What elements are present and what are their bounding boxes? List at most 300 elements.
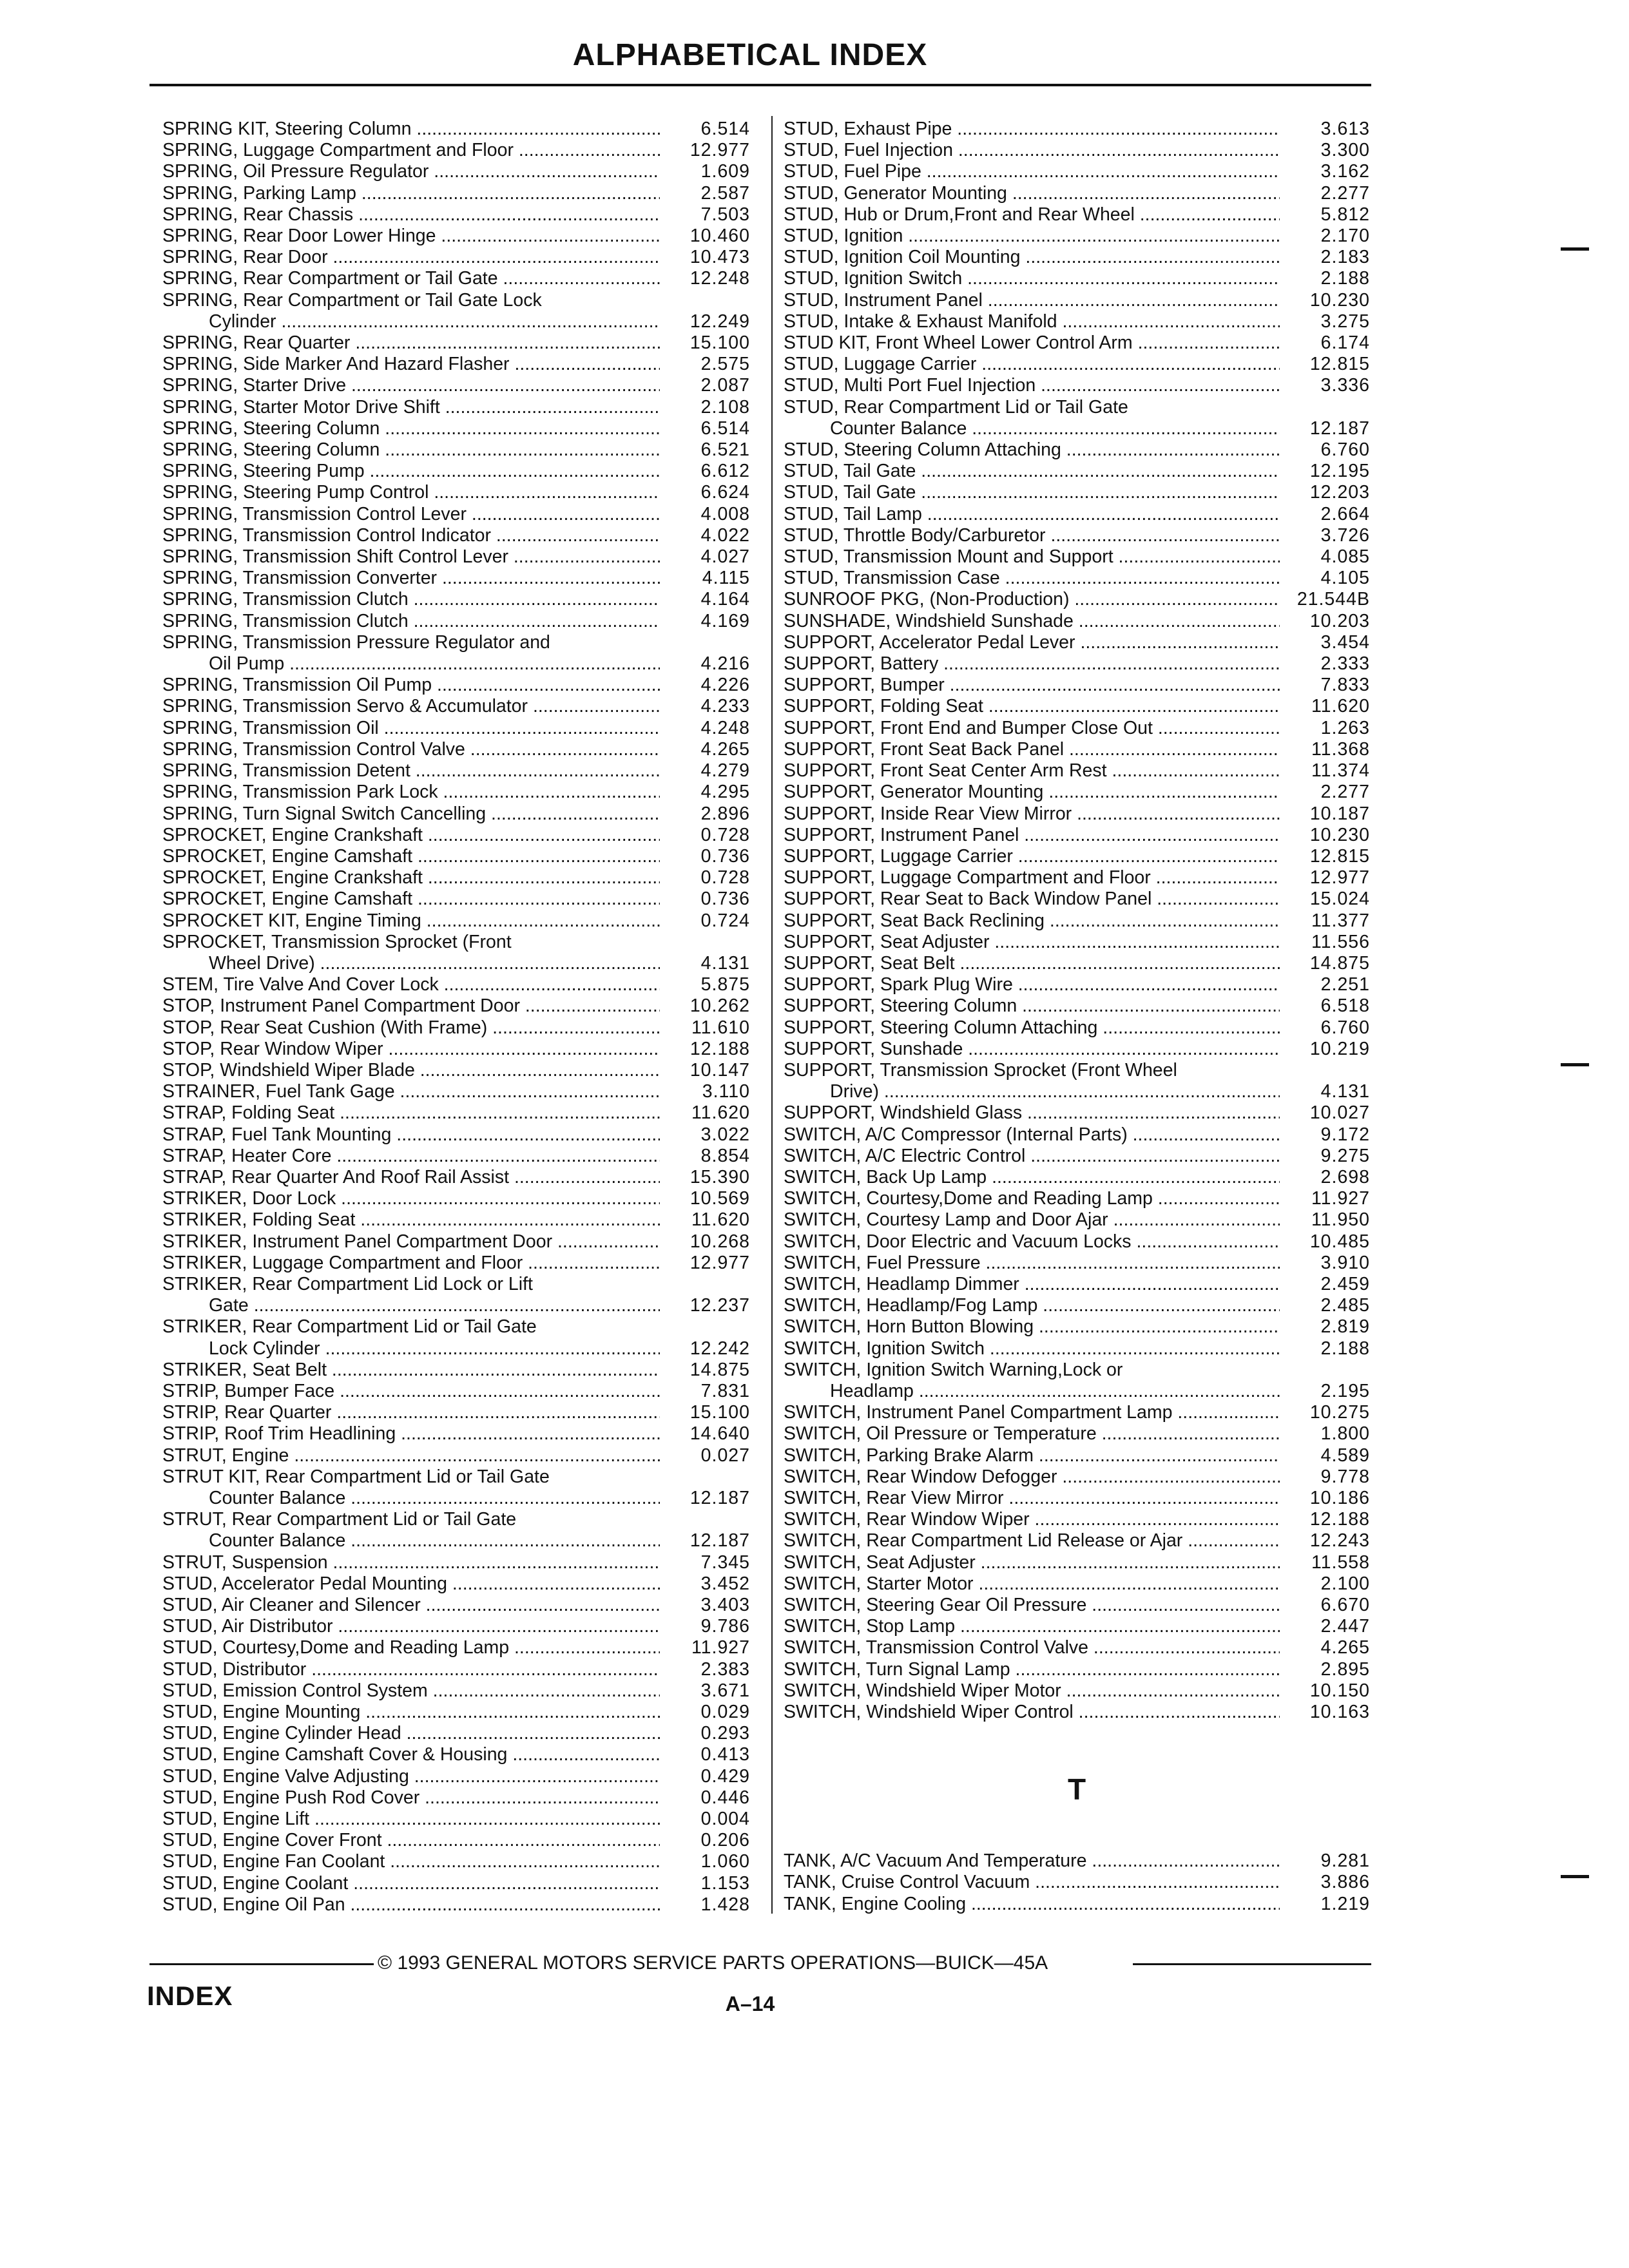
entry-name-line: STRIKER, Door Lock ..... bbox=[162, 1188, 610, 1209]
index-entry bbox=[162, 1680, 750, 1702]
entry-name-line: STUD, Tail Gate ..... bbox=[784, 482, 1229, 503]
index-entry bbox=[162, 910, 750, 932]
margin-tick-mark bbox=[1561, 1063, 1589, 1066]
index-entry-page: 4.022 bbox=[700, 524, 750, 546]
index-entry bbox=[784, 183, 1370, 204]
index-entry bbox=[784, 611, 1370, 632]
index-entry-page: 12.242 bbox=[689, 1338, 750, 1359]
index-entry-name bbox=[784, 1445, 1280, 1466]
entry-name-line: SUPPORT, Luggage Carrier ..... bbox=[784, 846, 1229, 867]
entry-name-line: STRAINER, Fuel Tank Gage ..... bbox=[162, 1081, 610, 1102]
index-entry-name bbox=[162, 696, 660, 717]
index-entry bbox=[784, 119, 1370, 140]
entry-name-line: SPRING, Transmission Control Lever ..... bbox=[162, 504, 610, 525]
entry-name-line: STUD, Ignition ..... bbox=[784, 226, 1229, 247]
entry-name-line: STUD, Accelerator Pedal Mounting ..... bbox=[162, 1573, 610, 1595]
index-entry-name bbox=[784, 1466, 1280, 1488]
index-entry-name bbox=[162, 1851, 660, 1872]
index-entry-name bbox=[162, 204, 660, 226]
index-entry-page: 11.927 bbox=[691, 1637, 750, 1658]
index-entry bbox=[784, 1253, 1370, 1274]
entry-name-line: SPRING, Transmission Clutch ..... bbox=[162, 611, 610, 632]
entry-name-line: SPRING, Steering Pump ..... bbox=[162, 461, 610, 482]
index-entry bbox=[162, 995, 750, 1017]
index-entry bbox=[784, 1017, 1370, 1039]
index-entry-page: 4.265 bbox=[700, 738, 750, 760]
index-entry bbox=[784, 140, 1370, 161]
index-entry bbox=[784, 718, 1370, 739]
footer-rule-right bbox=[1133, 1963, 1371, 1965]
index-entry bbox=[784, 696, 1370, 717]
index-entry-name bbox=[784, 632, 1280, 653]
index-entry-page: 3.110 bbox=[702, 1081, 750, 1102]
index-entry bbox=[784, 1231, 1370, 1253]
index-entry-page: 0.413 bbox=[700, 1744, 750, 1765]
entry-name-line: STUD, Emission Control System ..... bbox=[162, 1680, 610, 1702]
entry-name-continuation: Wheel Drive) ..... bbox=[162, 953, 610, 974]
index-entry-page: 11.620 bbox=[691, 1102, 750, 1124]
entry-name-line: SUPPORT, Windshield Glass ..... bbox=[784, 1102, 1229, 1124]
index-entry bbox=[784, 1637, 1370, 1658]
entry-name-line: STUD KIT, Front Wheel Lower Control Arm ..... bbox=[784, 332, 1229, 354]
entry-name-line: SUPPORT, Front Seat Center Arm Rest ..... bbox=[784, 760, 1229, 782]
index-entry-page: 0.728 bbox=[700, 867, 750, 889]
index-entry-name bbox=[162, 1081, 660, 1102]
index-entry-page: 6.670 bbox=[1320, 1595, 1370, 1616]
index-entry-name bbox=[162, 418, 660, 439]
entry-name-line: SPRING, Transmission Converter ..... bbox=[162, 568, 610, 589]
entry-name-line: SWITCH, A/C Electric Control ..... bbox=[784, 1146, 1229, 1167]
index-entry bbox=[784, 461, 1370, 482]
entry-name-line: SWITCH, Ignition Switch Warning,Lock or bbox=[784, 1359, 1123, 1380]
entry-name-line: SUPPORT, Accelerator Pedal Lever ..... bbox=[784, 632, 1229, 653]
index-entry bbox=[784, 290, 1370, 311]
index-entry bbox=[162, 1060, 750, 1081]
index-entry-page: 21.544B bbox=[1296, 589, 1370, 610]
index-entry bbox=[784, 482, 1370, 503]
index-entry-name bbox=[784, 1680, 1280, 1702]
title-rule bbox=[149, 84, 1371, 86]
index-entry bbox=[162, 1423, 750, 1445]
index-entry-page: 2.170 bbox=[1320, 226, 1370, 247]
entry-name-line: SWITCH, Stop Lamp ..... bbox=[784, 1616, 1229, 1637]
index-entry-page: 2.188 bbox=[1320, 1338, 1370, 1359]
index-entry bbox=[784, 739, 1370, 760]
entry-name-line: STUD, Engine Push Rod Cover ..... bbox=[162, 1787, 610, 1809]
index-entry-page: 9.786 bbox=[700, 1616, 750, 1637]
index-entry-page: 2.575 bbox=[700, 354, 750, 375]
index-entry-page: 10.163 bbox=[1309, 1702, 1370, 1723]
index-entry bbox=[162, 1873, 750, 1894]
index-entry-name bbox=[162, 1274, 660, 1316]
entry-name-line: SPRING, Rear Door Lower Hinge ..... bbox=[162, 226, 610, 247]
index-entry-name bbox=[162, 803, 660, 825]
index-entry-page: 3.726 bbox=[1320, 524, 1370, 546]
index-entry-name bbox=[784, 803, 1280, 825]
index-entry bbox=[162, 1744, 750, 1765]
index-entry-page: 0.027 bbox=[700, 1445, 750, 1466]
index-entry bbox=[784, 910, 1370, 932]
entry-name-line: SUPPORT, Generator Mounting ..... bbox=[784, 782, 1229, 803]
index-entry bbox=[162, 1017, 750, 1039]
index-entry bbox=[784, 1167, 1370, 1188]
index-entry bbox=[162, 1146, 750, 1167]
index-entry-name bbox=[784, 1167, 1280, 1188]
entry-name-line: SWITCH, Fuel Pressure ..... bbox=[784, 1253, 1229, 1274]
index-entry bbox=[784, 1595, 1370, 1616]
entry-name-line: SPRING, Parking Lamp ..... bbox=[162, 183, 610, 204]
index-entry-page: 15.100 bbox=[689, 1402, 750, 1423]
index-entry bbox=[784, 589, 1370, 610]
index-entry-name bbox=[784, 1146, 1280, 1167]
entry-name-line: SWITCH, Back Up Lamp ..... bbox=[784, 1167, 1229, 1188]
index-entry-name bbox=[784, 867, 1280, 889]
entry-name-line: SPRING, Transmission Park Lock ..... bbox=[162, 782, 610, 803]
index-entry-page: 3.886 bbox=[1320, 1872, 1370, 1893]
index-entry-name bbox=[784, 1637, 1280, 1658]
entry-name-continuation: Headlamp ..... bbox=[784, 1381, 1229, 1402]
margin-tick-mark bbox=[1561, 247, 1589, 251]
index-entry bbox=[784, 1423, 1370, 1445]
index-entry-page: 6.518 bbox=[1320, 995, 1370, 1017]
index-entry-name bbox=[784, 1188, 1280, 1209]
entry-name-line: STUD, Generator Mounting ..... bbox=[784, 183, 1229, 204]
index-entry bbox=[784, 889, 1370, 910]
index-entry-name bbox=[784, 1039, 1280, 1060]
index-entry-page: 12.977 bbox=[689, 1252, 750, 1273]
index-entry-name bbox=[162, 932, 660, 974]
index-entry-page: 12.188 bbox=[689, 1038, 750, 1059]
entry-name-line: STUD, Engine Fan Coolant ..... bbox=[162, 1851, 610, 1872]
index-entry-name bbox=[162, 375, 660, 396]
entry-name-line: STUD, Courtesy,Dome and Reading Lamp ..... bbox=[162, 1637, 610, 1658]
index-entry bbox=[784, 1316, 1370, 1338]
index-entry-page: 1.219 bbox=[1320, 1893, 1370, 1914]
entry-name-line: STRIP, Rear Quarter ..... bbox=[162, 1402, 610, 1423]
index-entry bbox=[162, 1509, 750, 1552]
index-entry-page: 4.085 bbox=[1320, 546, 1370, 568]
index-entry bbox=[784, 1102, 1370, 1124]
index-entry-page: 0.429 bbox=[700, 1765, 750, 1787]
index-entry-name bbox=[784, 140, 1280, 161]
index-entry-page: 14.640 bbox=[689, 1423, 750, 1445]
entry-name-line: STOP, Instrument Panel Compartment Door ..... bbox=[162, 995, 610, 1017]
index-entry-page: 9.172 bbox=[1320, 1124, 1370, 1145]
index-entry-page: 4.164 bbox=[700, 589, 750, 610]
entry-name-line: SUPPORT, Transmission Sprocket (Front Wheel bbox=[784, 1059, 1177, 1081]
entry-name-line: STUD, Intake & Exhaust Manifold ..... bbox=[784, 311, 1229, 332]
entry-name-line: STUD, Engine Valve Adjusting ..... bbox=[162, 1766, 610, 1787]
entry-name-line: STUD, Engine Coolant ..... bbox=[162, 1873, 610, 1894]
index-entry bbox=[162, 803, 750, 825]
index-entry bbox=[784, 1872, 1370, 1893]
entry-name-line: SPRING, Rear Compartment or Tail Gate Lock bbox=[162, 289, 542, 311]
index-entry bbox=[162, 1402, 750, 1423]
index-entry-page: 2.087 bbox=[700, 375, 750, 396]
entry-name-line: SUPPORT, Bumper ..... bbox=[784, 675, 1229, 696]
index-entry-page: 11.620 bbox=[691, 1209, 750, 1231]
entry-name-line: SPROCKET, Engine Crankshaft ..... bbox=[162, 867, 610, 889]
index-entry-name bbox=[162, 825, 660, 846]
index-entry-name bbox=[784, 1274, 1280, 1295]
right-column-entries bbox=[784, 119, 1370, 1723]
index-entry bbox=[162, 1702, 750, 1723]
index-entry-page: 3.275 bbox=[1320, 311, 1370, 332]
index-entry bbox=[162, 161, 750, 182]
entry-name-line: STRAP, Folding Seat ..... bbox=[162, 1102, 610, 1124]
entry-name-line: SWITCH, Horn Button Blowing ..... bbox=[784, 1316, 1229, 1338]
index-entry-name bbox=[162, 1167, 660, 1188]
index-entry-page: 0.736 bbox=[700, 889, 750, 910]
index-entry bbox=[162, 1595, 750, 1616]
index-entry bbox=[784, 1060, 1370, 1102]
entry-name-line: SWITCH, Rear Compartment Lid Release or Ajar ..... bbox=[784, 1530, 1229, 1552]
entry-name-line: SUPPORT, Inside Rear View Mirror ..... bbox=[784, 803, 1229, 825]
index-entry bbox=[162, 1637, 750, 1658]
index-entry bbox=[784, 1530, 1370, 1552]
index-entry-name bbox=[784, 1850, 1280, 1872]
index-entry-name bbox=[162, 504, 660, 525]
index-entry-name bbox=[162, 1787, 660, 1809]
index-entry-name bbox=[784, 974, 1280, 995]
entry-name-line: SUPPORT, Battery ..... bbox=[784, 653, 1229, 675]
entry-name-line: SPRING, Rear Chassis ..... bbox=[162, 204, 610, 226]
index-entry-page: 2.459 bbox=[1320, 1273, 1370, 1294]
index-entry-name bbox=[784, 782, 1280, 803]
entry-name-line: SPRING, Rear Quarter ..... bbox=[162, 332, 610, 354]
index-entry bbox=[784, 311, 1370, 332]
index-entry bbox=[784, 782, 1370, 803]
index-entry bbox=[784, 1466, 1370, 1488]
index-entry bbox=[162, 268, 750, 289]
index-entry-page: 10.485 bbox=[1309, 1231, 1370, 1252]
index-entry bbox=[162, 974, 750, 995]
index-entry bbox=[784, 1702, 1370, 1723]
index-entry-name bbox=[162, 1873, 660, 1894]
index-entry bbox=[784, 1188, 1370, 1209]
index-entry bbox=[162, 332, 750, 354]
index-entry bbox=[784, 1274, 1370, 1295]
index-entry-name bbox=[784, 1573, 1280, 1595]
entry-name-line: SUNROOF PKG, (Non-Production) ..... bbox=[784, 589, 1229, 610]
index-entry bbox=[162, 119, 750, 140]
index-entry bbox=[784, 546, 1370, 568]
index-entry-page: 2.819 bbox=[1320, 1316, 1370, 1338]
entry-name-line: SWITCH, Seat Adjuster ..... bbox=[784, 1552, 1229, 1573]
index-entry-name bbox=[784, 525, 1280, 546]
index-entry-name bbox=[784, 1209, 1280, 1231]
index-entry bbox=[162, 504, 750, 525]
entry-name-line: STUD, Steering Column Attaching ..... bbox=[784, 439, 1229, 461]
index-entry-page: 1.609 bbox=[700, 161, 750, 182]
entry-name-line: SWITCH, Rear Window Defogger ..... bbox=[784, 1466, 1229, 1488]
index-entry-page: 4.008 bbox=[700, 503, 750, 524]
index-entry bbox=[784, 1488, 1370, 1509]
index-entry-name bbox=[784, 953, 1280, 974]
index-entry bbox=[162, 1616, 750, 1637]
index-entry-page: 7.833 bbox=[1320, 675, 1370, 696]
entry-name-line: STRAP, Rear Quarter And Roof Rail Assist ..... bbox=[162, 1167, 610, 1188]
entry-name-line: STUD, Multi Port Fuel Injection ..... bbox=[784, 375, 1229, 396]
index-entry bbox=[162, 439, 750, 461]
index-entry-name bbox=[162, 119, 660, 140]
index-entry-page: 2.895 bbox=[1320, 1658, 1370, 1680]
index-entry-page: 4.295 bbox=[700, 782, 750, 803]
index-entry bbox=[784, 1039, 1370, 1060]
index-entry-name bbox=[162, 546, 660, 568]
entry-name-line: SPRING, Oil Pressure Regulator ..... bbox=[162, 161, 610, 182]
index-entry bbox=[162, 760, 750, 782]
entry-name-line: SWITCH, Headlamp/Fog Lamp ..... bbox=[784, 1295, 1229, 1316]
index-entry bbox=[784, 1509, 1370, 1530]
index-entry bbox=[784, 247, 1370, 268]
index-entry-page: 2.183 bbox=[1320, 247, 1370, 268]
page-title: ALPHABETICAL INDEX bbox=[572, 38, 928, 72]
index-entry bbox=[162, 1039, 750, 1060]
entry-name-line: SUPPORT, Spark Plug Wire ..... bbox=[784, 974, 1229, 995]
index-entry-name bbox=[784, 439, 1280, 461]
index-entry bbox=[162, 1552, 750, 1573]
entry-name-line: SPRING, Transmission Oil ..... bbox=[162, 718, 610, 739]
index-entry-page: 15.024 bbox=[1309, 889, 1370, 910]
index-entry-name bbox=[784, 760, 1280, 782]
index-entry bbox=[162, 461, 750, 482]
index-entry-page: 10.147 bbox=[689, 1059, 750, 1081]
entry-name-line: STUD, Engine Lift ..... bbox=[162, 1809, 610, 1830]
entry-name-line: SWITCH, Windshield Wiper Control ..... bbox=[784, 1702, 1229, 1723]
index-entry bbox=[162, 867, 750, 889]
index-entry-page: 12.187 bbox=[689, 1488, 750, 1508]
index-entry bbox=[784, 204, 1370, 226]
index-entry bbox=[162, 1573, 750, 1595]
index-entry-name bbox=[784, 504, 1280, 525]
index-entry-name bbox=[162, 226, 660, 247]
index-entry-name bbox=[162, 1231, 660, 1253]
index-entry bbox=[162, 568, 750, 589]
index-entry-page: 10.219 bbox=[1309, 1038, 1370, 1059]
index-entry-name bbox=[162, 1595, 660, 1616]
index-entry-name bbox=[784, 1360, 1280, 1402]
index-entry-name bbox=[162, 1894, 660, 1916]
entry-name-line: STUD, Air Distributor ..... bbox=[162, 1616, 610, 1637]
index-entry-name bbox=[784, 568, 1280, 589]
index-entry-page: 12.249 bbox=[689, 311, 750, 332]
index-entry-page: 1.153 bbox=[700, 1872, 750, 1894]
index-entry-page: 9.778 bbox=[1320, 1466, 1370, 1487]
index-entry-page: 12.248 bbox=[689, 268, 750, 289]
index-entry-page: 11.620 bbox=[1311, 696, 1370, 717]
index-entry-name bbox=[784, 910, 1280, 932]
index-entry-name bbox=[784, 718, 1280, 739]
index-entry-name bbox=[784, 268, 1280, 289]
index-entry-page: 12.187 bbox=[1309, 418, 1370, 439]
index-entry bbox=[162, 1894, 750, 1916]
entry-name-line: STRIP, Roof Trim Headlining ..... bbox=[162, 1423, 610, 1445]
index-entry-page: 10.473 bbox=[689, 247, 750, 268]
index-entry-name bbox=[162, 1316, 660, 1359]
entry-name-line: STUD, Ignition Switch ..... bbox=[784, 268, 1229, 289]
entry-name-line: SPRING, Transmission Oil Pump ..... bbox=[162, 675, 610, 696]
entry-name-line: STUD, Distributor ..... bbox=[162, 1659, 610, 1680]
index-entry-name bbox=[162, 1017, 660, 1039]
index-entry bbox=[162, 1851, 750, 1872]
index-entry-page: 2.698 bbox=[1320, 1166, 1370, 1187]
index-entry-page: 10.230 bbox=[1309, 824, 1370, 845]
index-entry-page: 4.248 bbox=[700, 717, 750, 738]
margin-tick-mark bbox=[1561, 1875, 1589, 1878]
index-entry-name bbox=[162, 1209, 660, 1231]
index-entry-name bbox=[784, 482, 1280, 503]
index-entry-name bbox=[162, 140, 660, 161]
index-entry-page: 2.485 bbox=[1320, 1295, 1370, 1316]
index-entry-name bbox=[784, 375, 1280, 396]
index-entry-name bbox=[784, 889, 1280, 910]
index-entry-name bbox=[162, 397, 660, 418]
entry-name-line: STUD, Fuel Injection ..... bbox=[784, 140, 1229, 161]
index-entry bbox=[784, 953, 1370, 974]
index-entry-page: 3.910 bbox=[1320, 1252, 1370, 1273]
index-entry-page: 4.105 bbox=[1320, 568, 1370, 589]
index-entry-name bbox=[162, 161, 660, 182]
index-entry-name bbox=[784, 1423, 1280, 1445]
index-entry-page: 12.815 bbox=[1309, 845, 1370, 867]
index-entry-name bbox=[784, 932, 1280, 953]
index-entry-page: 3.403 bbox=[700, 1595, 750, 1616]
index-entry bbox=[784, 1146, 1370, 1167]
index-entry bbox=[162, 1124, 750, 1146]
index-entry-name bbox=[784, 204, 1280, 226]
entry-name-line: SWITCH, Turn Signal Lamp ..... bbox=[784, 1659, 1229, 1680]
index-entry-page: 2.333 bbox=[1320, 653, 1370, 675]
index-entry-name bbox=[162, 1809, 660, 1830]
index-entry bbox=[784, 1402, 1370, 1423]
index-entry bbox=[162, 889, 750, 910]
index-entry-page: 4.115 bbox=[702, 568, 750, 589]
index-entry bbox=[784, 375, 1370, 396]
entry-name-line: STUD, Engine Mounting ..... bbox=[162, 1702, 610, 1723]
index-entry-page: 8.854 bbox=[700, 1145, 750, 1166]
entry-name-line: STUD, Engine Cover Front ..... bbox=[162, 1830, 610, 1851]
entry-name-line: SWITCH, A/C Compressor (Internal Parts) ..... bbox=[784, 1124, 1229, 1146]
index-entry-name bbox=[162, 611, 660, 632]
index-entry bbox=[162, 675, 750, 696]
index-entry-page: 10.460 bbox=[689, 226, 750, 247]
index-entry-page: 7.503 bbox=[700, 204, 750, 225]
index-entry-name bbox=[162, 1381, 660, 1402]
index-entry bbox=[784, 867, 1370, 889]
index-entry-page: 2.195 bbox=[1320, 1380, 1370, 1401]
index-entry-page: 3.613 bbox=[1320, 119, 1370, 139]
index-entry bbox=[784, 1209, 1370, 1231]
index-entry-name bbox=[162, 332, 660, 354]
entry-name-line: SPRING, Transmission Pressure Regulator and bbox=[162, 631, 550, 653]
index-entry bbox=[162, 418, 750, 439]
index-entry bbox=[162, 1723, 750, 1744]
index-entry-page: 2.664 bbox=[1320, 503, 1370, 524]
index-entry-name bbox=[784, 183, 1280, 204]
entry-name-line: SUPPORT, Folding Seat ..... bbox=[784, 696, 1229, 717]
entry-name-line: SPRING, Rear Door ..... bbox=[162, 247, 610, 268]
index-entry bbox=[784, 226, 1370, 247]
entry-name-line: STOP, Rear Seat Cushion (With Frame) ..... bbox=[162, 1017, 610, 1039]
index-entry bbox=[162, 482, 750, 503]
entry-name-line: SPRING, Starter Drive ..... bbox=[162, 375, 610, 396]
entry-name-line: SPRING, Turn Signal Switch Cancelling ..... bbox=[162, 803, 610, 825]
index-entry-name bbox=[162, 782, 660, 803]
index-entry-name bbox=[784, 119, 1280, 140]
entry-name-continuation: Counter Balance ..... bbox=[162, 1530, 610, 1552]
entry-name-continuation: Counter Balance ..... bbox=[784, 418, 1229, 439]
